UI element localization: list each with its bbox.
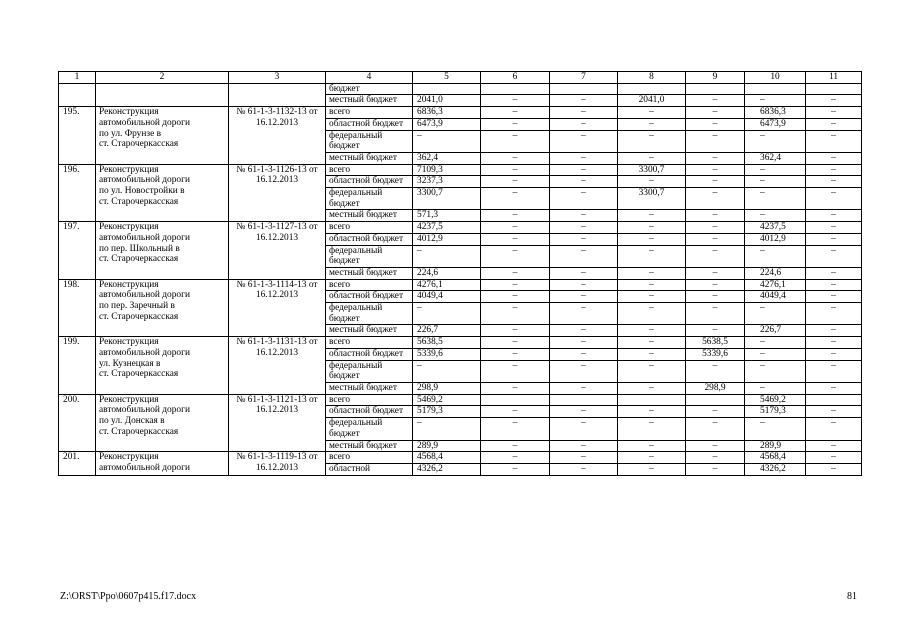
value-cell: – [618, 452, 686, 464]
value-cell: – [481, 188, 550, 210]
file-path: Z:\ORST\Ppo\0607p415.f17.docx [60, 591, 197, 602]
project-name-line: ст. Старочеркасская [99, 369, 179, 380]
value-cell: 4326,2 [745, 463, 806, 475]
project-name [96, 107, 229, 165]
value-cell: – [413, 418, 481, 440]
value-cell: 4237,5 [413, 222, 481, 234]
document-reference: № 61-1-3-1119-13 от 16.12.2013 [229, 452, 326, 475]
value-cell: – [481, 360, 550, 382]
column-header: 5 [413, 72, 481, 84]
project-name-line: Реконструкция [99, 164, 159, 175]
project-name-line: автомобильной дороги [99, 462, 190, 473]
value-cell: – [806, 452, 862, 464]
value-cell: – [618, 245, 686, 267]
value-cell: – [413, 303, 481, 325]
value-cell: – [686, 233, 745, 245]
entry-number: 197. [59, 222, 96, 280]
value-cell: – [745, 176, 806, 188]
value-cell: 4568,4 [745, 452, 806, 464]
value-cell: – [550, 337, 618, 349]
value-cell: – [806, 382, 862, 394]
value-cell: – [806, 233, 862, 245]
value-cell: – [618, 440, 686, 452]
column-header: 8 [618, 72, 686, 84]
value-cell: – [550, 348, 618, 360]
project-name-line: ул. Кузнецкая в [99, 358, 161, 369]
value-cell: 4276,1 [413, 279, 481, 291]
entry-number: 195. [59, 107, 96, 165]
value-cell: – [481, 95, 550, 107]
value-cell: – [806, 279, 862, 291]
number-cell [59, 83, 96, 106]
value-cell: 6836,3 [745, 107, 806, 119]
value-cell: – [618, 176, 686, 188]
value-cell: – [618, 222, 686, 234]
value-cell: – [806, 164, 862, 176]
project-name-line: автомобильной дороги [99, 290, 190, 301]
budget-type-cell: федеральный бюджет [326, 360, 413, 382]
column-header: 9 [686, 72, 745, 84]
project-name-line: Реконструкция [99, 452, 159, 463]
value-cell [550, 394, 618, 406]
value-cell: – [618, 418, 686, 440]
value-cell: 289,9 [745, 440, 806, 452]
budget-type-cell: местный бюджет [326, 95, 413, 107]
value-cell: – [686, 222, 745, 234]
value-cell: 4276,1 [745, 279, 806, 291]
value-cell: – [686, 210, 745, 222]
value-cell: – [481, 176, 550, 188]
budget-table [58, 71, 862, 476]
value-cell: – [550, 222, 618, 234]
table-row [59, 83, 862, 95]
value-cell: – [686, 291, 745, 303]
table-row [59, 279, 862, 291]
value-cell: – [413, 130, 481, 152]
value-cell: – [806, 188, 862, 210]
budget-type-cell: областной бюджет [326, 176, 413, 188]
value-cell: 226,7 [745, 325, 806, 337]
value-cell: 4012,9 [413, 233, 481, 245]
project-name-line: автомобильной дороги [99, 232, 190, 243]
value-cell: 5339,6 [413, 348, 481, 360]
value-cell: – [745, 188, 806, 210]
project-name-line: автомобильной дороги [99, 117, 190, 128]
value-cell: – [686, 303, 745, 325]
value-cell: – [481, 382, 550, 394]
column-header: 2 [96, 72, 229, 84]
budget-type-cell: местный бюджет [326, 382, 413, 394]
value-cell: – [481, 164, 550, 176]
value-cell: 2041,0 [413, 95, 481, 107]
value-cell: – [806, 210, 862, 222]
value-cell: – [686, 463, 745, 475]
value-cell: – [481, 440, 550, 452]
document-reference: № 61-1-3-1131-13 от 16.12.2013 [229, 337, 326, 395]
value-cell: 6836,3 [413, 107, 481, 119]
value-cell: – [806, 107, 862, 119]
project-name-line: Реконструкция [99, 394, 159, 405]
value-cell: 3300,7 [413, 188, 481, 210]
value-cell: – [550, 382, 618, 394]
value-cell: – [806, 440, 862, 452]
value-cell: – [745, 303, 806, 325]
value-cell: 4568,4 [413, 452, 481, 464]
value-cell [413, 83, 481, 95]
budget-type-cell: областной бюджет [326, 406, 413, 418]
value-cell: – [618, 325, 686, 337]
value-cell: – [806, 463, 862, 475]
value-cell: 6473,9 [745, 118, 806, 130]
value-cell: – [481, 130, 550, 152]
value-cell: – [618, 337, 686, 349]
column-header: 1 [59, 72, 96, 84]
value-cell: 7109,3 [413, 164, 481, 176]
column-header: 10 [745, 72, 806, 84]
value-cell: – [481, 107, 550, 119]
value-cell: – [806, 245, 862, 267]
project-name-line: по ул. Фрунзе в [99, 128, 161, 139]
table-row [59, 452, 862, 464]
value-cell [550, 83, 618, 95]
value-cell: – [618, 279, 686, 291]
value-cell: 5638,5 [413, 337, 481, 349]
value-cell: – [745, 418, 806, 440]
budget-type-cell: федеральный бюджет [326, 130, 413, 152]
value-cell: – [806, 152, 862, 164]
value-cell: – [550, 418, 618, 440]
value-cell: – [550, 130, 618, 152]
budget-type-cell: федеральный бюджет [326, 188, 413, 210]
table-row [59, 222, 862, 234]
value-cell: – [550, 463, 618, 475]
value-cell: 3300,7 [618, 164, 686, 176]
value-cell: – [745, 95, 806, 107]
project-name [96, 337, 229, 395]
value-cell: – [618, 463, 686, 475]
value-cell: – [686, 279, 745, 291]
value-cell: – [686, 452, 745, 464]
value-cell: – [686, 130, 745, 152]
value-cell [806, 394, 862, 406]
value-cell: – [481, 118, 550, 130]
project-name [96, 222, 229, 280]
value-cell: – [618, 382, 686, 394]
value-cell: – [550, 164, 618, 176]
entry-number: 196. [59, 164, 96, 222]
value-cell: – [550, 245, 618, 267]
value-cell: – [806, 337, 862, 349]
project-name-line: по пер. Школьный в [99, 243, 180, 254]
value-cell: – [745, 360, 806, 382]
column-header: 3 [229, 72, 326, 84]
value-cell: – [686, 360, 745, 382]
value-cell: – [618, 360, 686, 382]
value-cell: 5179,3 [413, 406, 481, 418]
value-cell: – [618, 348, 686, 360]
value-cell: – [550, 360, 618, 382]
value-cell [481, 83, 550, 95]
value-cell: 5638,5 [686, 337, 745, 349]
name-cell [96, 83, 229, 106]
budget-type-cell: областной [326, 463, 413, 475]
value-cell: – [618, 291, 686, 303]
budget-type-cell: всего [326, 394, 413, 406]
value-cell: – [686, 164, 745, 176]
value-cell: – [806, 291, 862, 303]
value-cell: 4049,4 [745, 291, 806, 303]
value-cell: – [481, 463, 550, 475]
value-cell: – [686, 95, 745, 107]
entry-number: 200. [59, 394, 96, 452]
table-row [59, 107, 862, 119]
value-cell: – [686, 440, 745, 452]
value-cell: 2041,0 [618, 95, 686, 107]
value-cell: – [806, 130, 862, 152]
project-name-line: ст. Старочеркасская [99, 311, 179, 322]
value-cell: – [550, 152, 618, 164]
value-cell: – [745, 382, 806, 394]
value-cell: – [806, 267, 862, 279]
budget-type-cell: областной бюджет [326, 233, 413, 245]
table-row [59, 337, 862, 349]
value-cell [686, 394, 745, 406]
column-header: 11 [806, 72, 862, 84]
value-cell: – [550, 118, 618, 130]
value-cell: – [550, 107, 618, 119]
project-name-line: по ул. Донская в [99, 416, 165, 427]
budget-type-cell: местный бюджет [326, 440, 413, 452]
value-cell: 571,3 [413, 210, 481, 222]
value-cell: – [618, 267, 686, 279]
value-cell: 226,7 [413, 325, 481, 337]
budget-type-cell: всего [326, 452, 413, 464]
header-row [59, 72, 862, 84]
budget-type-cell: бюджет [326, 83, 413, 95]
budget-type-cell: областной бюджет [326, 348, 413, 360]
value-cell: – [481, 222, 550, 234]
value-cell: – [481, 418, 550, 440]
value-cell: 3300,7 [618, 188, 686, 210]
value-cell: – [481, 406, 550, 418]
budget-type-cell: всего [326, 107, 413, 119]
value-cell: – [550, 188, 618, 210]
budget-type-cell: всего [326, 279, 413, 291]
value-cell: – [618, 233, 686, 245]
value-cell: – [745, 245, 806, 267]
value-cell: – [745, 210, 806, 222]
value-cell: – [686, 418, 745, 440]
value-cell: – [618, 118, 686, 130]
value-cell: – [745, 130, 806, 152]
project-name-line: ст. Старочеркасская [99, 196, 179, 207]
budget-type-cell: федеральный бюджет [326, 418, 413, 440]
value-cell [806, 83, 862, 95]
document-reference: № 61-1-3-1132-13 от 16.12.2013 [229, 107, 326, 165]
budget-type-cell: местный бюджет [326, 152, 413, 164]
value-cell: – [481, 291, 550, 303]
document-reference: № 61-1-3-1114-13 от 16.12.2013 [229, 279, 326, 337]
doc-cell [229, 83, 326, 106]
project-name-line: автомобильной дороги [99, 405, 190, 416]
value-cell: – [618, 152, 686, 164]
value-cell: – [806, 95, 862, 107]
project-name-line: Реконструкция [99, 279, 159, 290]
budget-type-cell: федеральный бюджет [326, 303, 413, 325]
project-name [96, 279, 229, 337]
budget-type-cell: местный бюджет [326, 325, 413, 337]
value-cell: – [745, 164, 806, 176]
value-cell: – [481, 303, 550, 325]
value-cell: – [550, 267, 618, 279]
value-cell: – [686, 107, 745, 119]
value-cell: – [481, 348, 550, 360]
value-cell: – [550, 279, 618, 291]
document-reference: № 61-1-3-1126-13 от 16.12.2013 [229, 164, 326, 222]
value-cell [618, 394, 686, 406]
entry-number: 201. [59, 452, 96, 475]
value-cell: – [806, 118, 862, 130]
value-cell [618, 83, 686, 95]
value-cell: – [745, 337, 806, 349]
value-cell: 362,4 [745, 152, 806, 164]
value-cell: – [686, 325, 745, 337]
value-cell: – [550, 325, 618, 337]
project-name-line: Реконструкция [99, 107, 159, 118]
value-cell: – [806, 176, 862, 188]
value-cell: – [481, 152, 550, 164]
value-cell: – [686, 245, 745, 267]
value-cell: – [618, 303, 686, 325]
value-cell [745, 83, 806, 95]
value-cell: 224,6 [745, 267, 806, 279]
column-header: 7 [550, 72, 618, 84]
value-cell: – [481, 279, 550, 291]
table-row [59, 394, 862, 406]
project-name-line: ст. Старочеркасская [99, 139, 179, 150]
value-cell: 298,9 [413, 382, 481, 394]
document-reference: № 61-1-3-1121-13 от 16.12.2013 [229, 394, 326, 452]
value-cell: – [550, 176, 618, 188]
value-cell: – [481, 210, 550, 222]
value-cell: – [550, 233, 618, 245]
value-cell: – [806, 325, 862, 337]
value-cell: – [550, 452, 618, 464]
value-cell: 4049,4 [413, 291, 481, 303]
table-row [59, 164, 862, 176]
value-cell: – [806, 303, 862, 325]
budget-type-cell: всего [326, 222, 413, 234]
project-name-line: автомобильной дороги [99, 347, 190, 358]
value-cell: – [686, 267, 745, 279]
value-cell: – [481, 325, 550, 337]
budget-type-cell: местный бюджет [326, 210, 413, 222]
value-cell: 224,6 [413, 267, 481, 279]
value-cell: – [686, 406, 745, 418]
value-cell: 6473,9 [413, 118, 481, 130]
entry-number: 199. [59, 337, 96, 395]
project-name-line: автомобильной дороги [99, 175, 190, 186]
project-name-line: ст. Старочеркасская [99, 426, 179, 437]
value-cell: – [806, 406, 862, 418]
value-cell: 5179,3 [745, 406, 806, 418]
project-name-line: ст. Старочеркасская [99, 254, 179, 265]
value-cell: 3237,3 [413, 176, 481, 188]
value-cell: – [550, 440, 618, 452]
project-name-line: Реконструкция [99, 337, 159, 348]
project-name [96, 452, 229, 475]
document-reference: № 61-1-3-1127-13 от 16.12.2013 [229, 222, 326, 280]
project-name-line: по пер. Заречный в [99, 301, 175, 312]
value-cell: – [481, 267, 550, 279]
value-cell: – [413, 245, 481, 267]
value-cell: – [806, 418, 862, 440]
value-cell: – [481, 233, 550, 245]
value-cell: – [618, 406, 686, 418]
value-cell: – [686, 176, 745, 188]
value-cell: – [618, 210, 686, 222]
value-cell: 5469,2 [413, 394, 481, 406]
value-cell: – [745, 348, 806, 360]
project-name-line: по ул. Новостройки в [99, 186, 185, 197]
budget-type-cell: областной бюджет [326, 291, 413, 303]
value-cell: – [686, 118, 745, 130]
budget-type-cell: федеральный бюджет [326, 245, 413, 267]
value-cell: – [481, 452, 550, 464]
value-cell: – [806, 222, 862, 234]
value-cell: – [618, 107, 686, 119]
value-cell: – [550, 406, 618, 418]
project-name-line: Реконструкция [99, 222, 159, 233]
budget-type-cell: всего [326, 164, 413, 176]
value-cell: – [618, 130, 686, 152]
value-cell [481, 394, 550, 406]
page-number: 81 [847, 591, 857, 602]
entry-number: 198. [59, 279, 96, 337]
column-header: 6 [481, 72, 550, 84]
budget-type-cell: местный бюджет [326, 267, 413, 279]
value-cell: – [481, 245, 550, 267]
project-name [96, 164, 229, 222]
value-cell: 298,9 [686, 382, 745, 394]
value-cell: 4237,5 [745, 222, 806, 234]
value-cell: – [481, 337, 550, 349]
value-cell: 4012,9 [745, 233, 806, 245]
budget-type-cell: областной бюджет [326, 118, 413, 130]
value-cell: – [550, 210, 618, 222]
value-cell: – [413, 360, 481, 382]
value-cell: 289,9 [413, 440, 481, 452]
value-cell: – [550, 291, 618, 303]
value-cell: 5469,2 [745, 394, 806, 406]
value-cell: – [686, 152, 745, 164]
value-cell: – [806, 348, 862, 360]
value-cell: – [686, 188, 745, 210]
value-cell: – [806, 360, 862, 382]
value-cell: 4326,2 [413, 463, 481, 475]
value-cell: – [550, 95, 618, 107]
value-cell: – [550, 303, 618, 325]
column-header: 4 [326, 72, 413, 84]
value-cell [686, 83, 745, 95]
value-cell: 362,4 [413, 152, 481, 164]
budget-type-cell: всего [326, 337, 413, 349]
value-cell: 5339,6 [686, 348, 745, 360]
project-name [96, 394, 229, 452]
